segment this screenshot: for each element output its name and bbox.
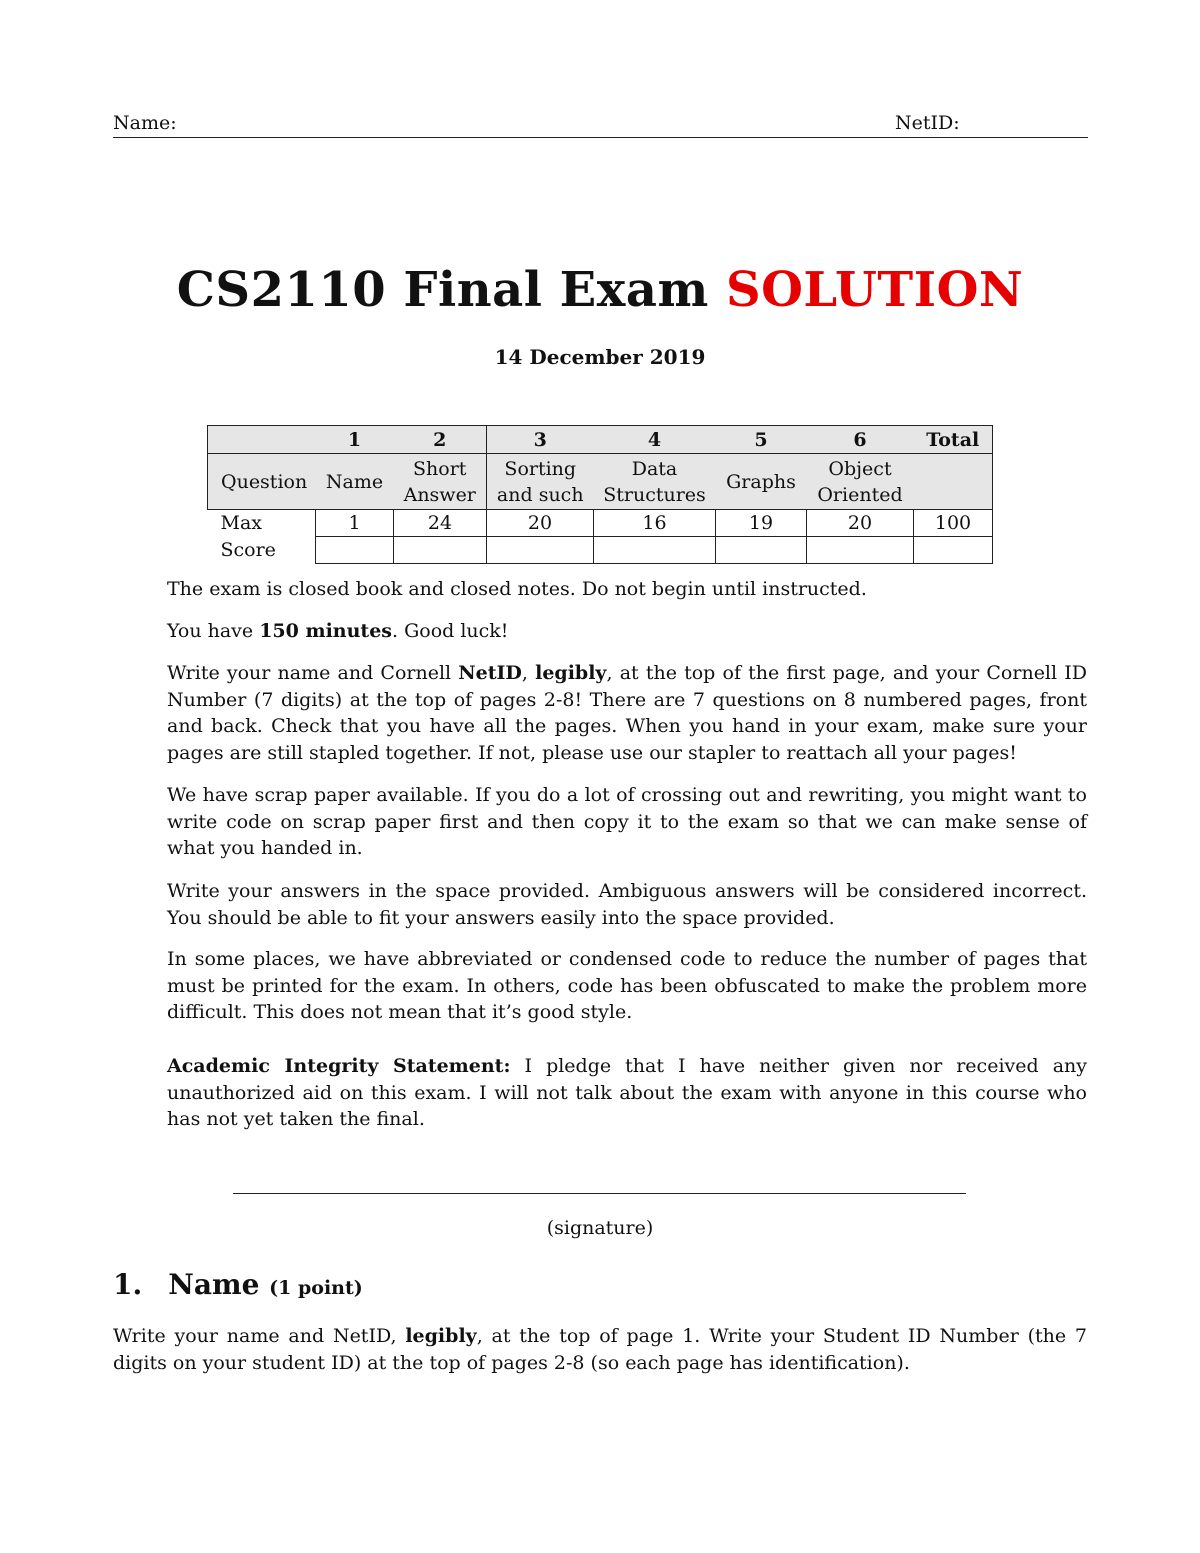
table-cell-topic-total: [914, 454, 993, 510]
instruction-scrap-paper: We have scrap paper available. If you do a lot of crossing out and rewriting, you might want to write code on scrap paper first and then copy it to the exam so that we can make sense of what you handed in.: [167, 784, 1087, 859]
table-cell-number: 1: [316, 426, 394, 454]
exam-title-solution: SOLUTION: [725, 262, 1024, 318]
topic-line: Data: [631, 457, 678, 480]
topic-line: Graphs: [726, 470, 796, 493]
max-row-label: Max: [220, 512, 262, 535]
table-cell-max: 1: [316, 510, 394, 537]
instruction-time: [167, 618, 1087, 645]
table-cell-score[interactable]: [716, 537, 807, 564]
table-cell-max: 24: [394, 510, 487, 537]
signature-line[interactable]: [233, 1193, 966, 1194]
table-cell-score-total[interactable]: [914, 537, 993, 564]
table-cell-topic: [807, 454, 914, 510]
score-row-label: Score: [220, 539, 276, 561]
topic-line: Short: [413, 457, 467, 480]
instruction-text: You have: [167, 620, 260, 642]
question-title: Name: [168, 1268, 260, 1301]
header-rule: [113, 137, 1088, 138]
table-cell-topic: [594, 454, 716, 510]
instruction-text: , at the top of the first page, and your Cornell ID Number (7 digits) at the top of pages 2-8! There are 7 questions on 8 numbered pages, front and back. Check that you have all the pages. When you hand in your exam, make sure your pages are still stapled together. If not, please use our stapler to reattach all your pages!: [167, 662, 1087, 764]
table-cell-topic: [394, 454, 487, 510]
topic-line: Name: [325, 470, 384, 493]
topic-line: and such: [496, 483, 584, 506]
instruction-time-bold: 150 minutes: [259, 620, 392, 642]
topic-line: Object: [828, 457, 892, 480]
table-cell-score[interactable]: [316, 537, 394, 564]
table-cell-number: 3: [487, 426, 594, 454]
instruction-closed-book: The exam is closed book and closed notes. Do not begin until instructed.: [167, 578, 867, 600]
table-cell-max: 20: [487, 510, 594, 537]
table-cell-number: 5: [716, 426, 807, 454]
question-1-body: [113, 1323, 1087, 1376]
question-text: Write your name and NetID,: [113, 1325, 406, 1347]
topic-line: Answer: [403, 483, 476, 506]
table-cell-topic: [716, 454, 807, 510]
topic-line: Oriented: [817, 483, 903, 506]
integrity-heading: Academic Integrity Statement:: [167, 1055, 511, 1077]
table-cell-max: 19: [716, 510, 807, 537]
table-cell-score[interactable]: [394, 537, 487, 564]
question-text: , at the top of page 1. Write your Student ID Number (the 7 digits on your student ID) at the top of pages 2-8 (so each page has identification).: [113, 1325, 1087, 1374]
academic-integrity-statement: [167, 1053, 1087, 1133]
instruction-answers: Write your answers in the space provided. Ambiguous answers will be considered incorrect. You should be able to fit your answers easily into the space provided.: [167, 880, 1087, 929]
question-row-label: Question: [208, 454, 316, 510]
question-legibly-bold: legibly: [405, 1325, 477, 1347]
table-cell-topic: [487, 454, 594, 510]
table-row-numbers: [208, 426, 993, 454]
table-row-score: [208, 537, 993, 564]
exam-date: 14 December 2019: [494, 345, 706, 369]
instruction-netid-bold: NetID: [458, 662, 522, 684]
table-row-topics: [208, 454, 993, 510]
table-cell-number: 6: [807, 426, 914, 454]
table-cell-max: 20: [807, 510, 914, 537]
question-1-heading: [113, 1268, 363, 1301]
table-cell-score[interactable]: [594, 537, 716, 564]
question-number: 1.: [113, 1268, 143, 1301]
table-corner-cell: [208, 426, 316, 454]
instruction-text: ,: [521, 662, 536, 684]
instruction-condensed-code: In some places, we have abbreviated or condensed code to reduce the number of pages that must be printed for the exam. In others, code has been obfuscated to make the problem more difficult. This does not mean that it’s good style.: [167, 948, 1087, 1023]
table-row-max: [208, 510, 993, 537]
question-points: (1 point): [269, 1277, 363, 1299]
table-cell-max-total: 100: [914, 510, 993, 537]
instruction-name-netid: [167, 660, 1087, 766]
signature-label: (signature): [546, 1217, 654, 1239]
score-table: [207, 425, 993, 564]
exam-title-main: CS2110 Final Exam: [176, 262, 709, 318]
table-cell-total: Total: [914, 426, 993, 454]
table-cell-score[interactable]: [807, 537, 914, 564]
netid-label: NetID:: [895, 112, 960, 134]
topic-line: Structures: [603, 483, 706, 506]
table-cell-max: 16: [594, 510, 716, 537]
table-cell-score[interactable]: [487, 537, 594, 564]
integrity-text: I pledge that I have neither given nor received any unauthorized aid on this exam. I will not talk about the exam with anyone in this course who has not yet taken the final.: [167, 1055, 1087, 1130]
topic-line: Sorting: [504, 457, 577, 480]
instruction-text: Write your name and Cornell: [167, 662, 459, 684]
name-label: Name:: [113, 112, 177, 134]
table-cell-number: 2: [394, 426, 487, 454]
table-cell-topic: [316, 454, 394, 510]
table-cell-number: 4: [594, 426, 716, 454]
instruction-text: . Good luck!: [392, 620, 509, 642]
exam-title: [0, 262, 1200, 318]
instruction-legibly-bold: legibly: [535, 662, 607, 684]
